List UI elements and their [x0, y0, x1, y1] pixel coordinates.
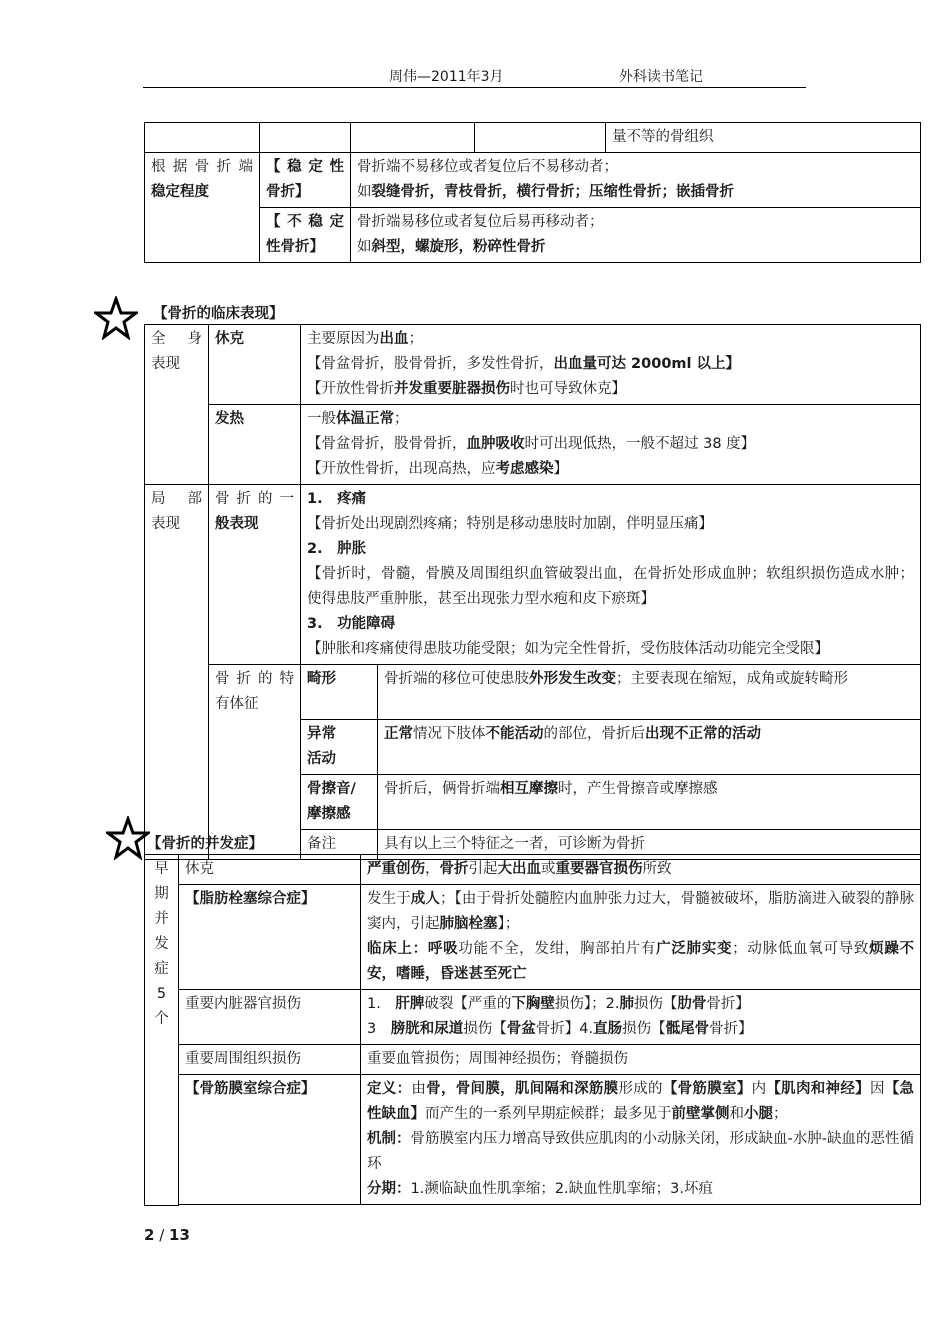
- deformity-label: 畸形: [301, 665, 378, 720]
- compartment-syndrome-label: 【骨筋膜室综合症】: [179, 1075, 361, 1205]
- general-signs-desc: 1. 疼痛 【骨折处出现剧烈疼痛；特别是移动患肢时加剧，伴明显压痛】 2. 肿胀 【骨折时，骨髓，骨膜及周围组织血管破裂出血，在骨折处形成血肿；软组织损伤造成水肿；使得患肢严重肿胀，甚至出现张力型水疱和皮下瘀斑】 3. 功能障碍 【肿胀和疼痛使得患肢功能受限；如为完全性骨折，受伤肢体活动功能完全受限】: [301, 485, 921, 665]
- crepitus-label: 骨擦音/ 摩擦感: [301, 775, 378, 830]
- crepitus-desc: 骨折后，俩骨折端相互摩擦时，产生骨擦音或摩擦感: [378, 775, 921, 830]
- unstable-fracture-label: 【不稳定 性骨折】: [260, 208, 351, 263]
- specific-signs-label: 骨折的特 有体征: [209, 665, 301, 860]
- local-label: 局 部 表现: [145, 485, 209, 860]
- fracture-stability-table: [144, 122, 921, 263]
- peripheral-injury-desc: 重要血管损伤；周围神经损伤；脊髓损伤: [361, 1045, 921, 1075]
- star-icon: [94, 296, 138, 340]
- page-number: 2 / 13: [144, 1226, 190, 1244]
- abnormal-movement-label: 异常 活动: [301, 720, 378, 775]
- shock-desc: 主要原因为出血； 【骨盆骨折，股骨骨折，多发性骨折，出血量可达 2000ml 以上】 【开放性骨折并发重要脏器损伤时也可导致休克】: [301, 325, 921, 405]
- early-complications-label: 早 期 并 发 症 5 个: [145, 855, 179, 1206]
- compartment-syndrome-desc: 定义：由骨，骨间膜，肌间隔和深筋膜形成的【骨筋膜室】内【肌肉和神经】因【急性缺血】而产生的一系列早期症候群；最多见于前壁掌侧和小腿； 机制：骨筋膜室内压力增高导致供应肌肉的小动脉关闭，形成缺血-水肿-缺血的恶性循环 分期：1.濒临缺血性肌挛缩；2.缺血性肌挛缩；3.坏疽: [361, 1075, 921, 1205]
- comp-shock-desc: 严重创伤，骨折引起大出血或重要器官损伤所致: [361, 855, 921, 885]
- general-signs-label: 骨折的一 般表现: [209, 485, 301, 665]
- deformity-desc: 骨折端的移位可使患肢外形发生改变；主要表现在缩短，成角或旋转畸形: [378, 665, 921, 720]
- abnormal-movement-desc: 正常情况下肢体不能活动的部位，骨折后出现不正常的活动: [378, 720, 921, 775]
- comp-shock-label: 休克: [179, 855, 361, 885]
- fever-label: 发热: [209, 405, 301, 485]
- unstable-fracture-desc: 骨折端易移位或者复位后易再移动者； 如斜型，螺旋形，粉碎性骨折: [351, 208, 921, 263]
- complications-section-title: 【骨折的并发症】: [147, 836, 263, 852]
- peripheral-injury-label: 重要周围组织损伤: [179, 1045, 361, 1075]
- clinical-section-title: 【骨折的临床表现】: [153, 306, 284, 322]
- organ-injury-label: 重要内脏器官损伤: [179, 990, 361, 1045]
- header-rule: [143, 87, 806, 88]
- fever-desc: 一般体温正常； 【骨盆骨折，股骨骨折，血肿吸收时可出现低热，一般不超过 38 度】 【开放性骨折，出现高热，应考虑感染】: [301, 405, 921, 485]
- systemic-label: 全 身 表现: [145, 325, 209, 485]
- note-desc: 具有以上三个特征之一者，可诊断为骨折: [378, 830, 921, 860]
- clinical-table: [144, 324, 921, 860]
- stability-category: 根据骨折端 稳定程度: [145, 153, 260, 263]
- fat-embolism-label: 【脂肪栓塞综合症】: [179, 885, 361, 990]
- stable-fracture-label: 【稳定性 骨折】: [260, 153, 351, 208]
- stable-fracture-desc: 骨折端不易移位或者复位后不易移动者； 如裂缝骨折，青枝骨折，横行骨折；压缩性骨折；嵌插骨折: [351, 153, 921, 208]
- header-left: 周伟—2011年3月: [389, 69, 504, 85]
- shock-label: 休克: [209, 325, 301, 405]
- header-right: 外科读书笔记: [619, 69, 703, 85]
- complications-table: [144, 854, 921, 1206]
- note-label: 备注: [301, 830, 378, 860]
- fat-embolism-desc: 发生于成人；【由于骨折处髓腔内血肿张力过大，骨髓被破坏，脂肪滴进入破裂的静脉窦内，引起肺脑栓塞】； 临床上：呼吸功能不全，发绀，胸部拍片有广泛肺实变；动脉低血氧可导致烦躁不安，嗜睡，昏迷甚至死亡: [361, 885, 921, 990]
- continued-text: 量不等的骨组织: [606, 123, 921, 153]
- organ-injury-desc: 1. 肝脾破裂【严重的下胸壁损伤】；2.肺损伤【肋骨骨折】 3 膀胱和尿道损伤【骨盆骨折】4.直肠损伤【骶尾骨骨折】: [361, 990, 921, 1045]
